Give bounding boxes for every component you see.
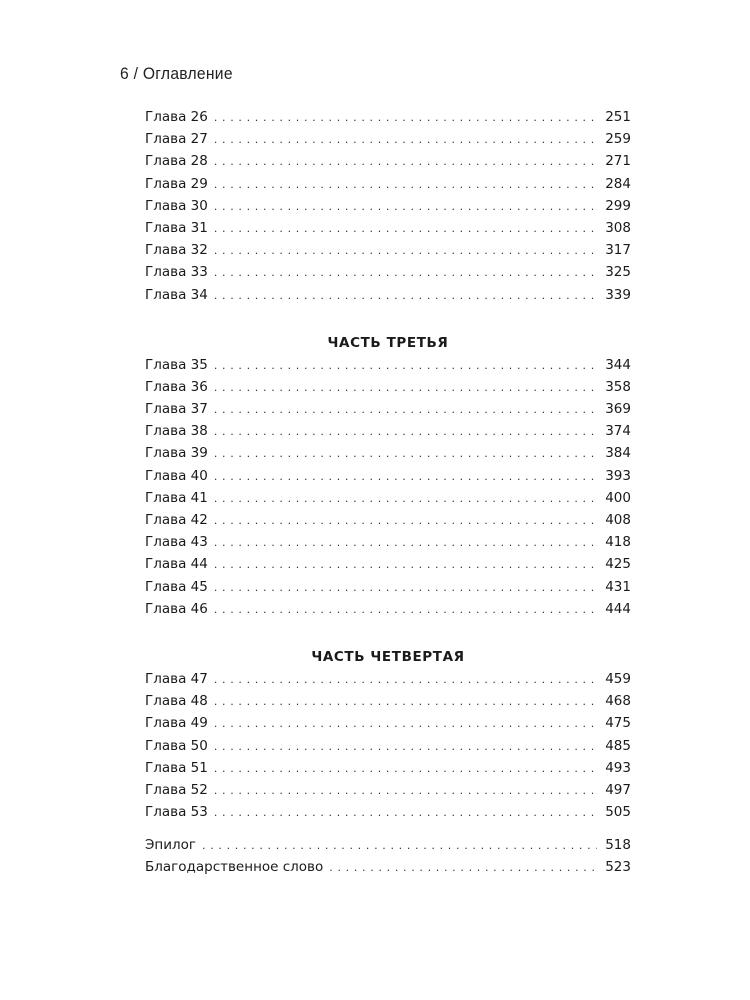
toc-entry-page: 493 — [605, 759, 631, 776]
toc-entry-title: Глава 39 — [145, 445, 208, 462]
running-head: 6 / Оглавление — [120, 64, 233, 83]
toc-entry[interactable] — [145, 150, 631, 172]
toc-entry-page: 308 — [605, 219, 631, 236]
toc-entry[interactable] — [145, 834, 631, 856]
toc-entry-title: Глава 31 — [145, 219, 208, 236]
toc-entry[interactable] — [145, 598, 631, 620]
toc-entry-title: Глава 29 — [145, 175, 208, 192]
dot-leader — [214, 510, 597, 532]
dot-leader — [214, 577, 597, 599]
dot-leader — [214, 399, 597, 421]
dot-leader — [214, 758, 597, 780]
toc-entry-page: 251 — [605, 109, 631, 125]
toc-entry-title: Глава 36 — [145, 378, 208, 395]
dot-leader — [214, 240, 597, 262]
dot-leader — [202, 835, 597, 857]
toc-entry[interactable] — [145, 779, 631, 801]
toc-entry-page: 418 — [605, 534, 631, 551]
toc-entry-page: 431 — [605, 578, 631, 595]
toc-entry-page: 317 — [605, 242, 631, 259]
toc-entry-title: Глава 46 — [145, 600, 208, 617]
toc-entry-title: Глава 40 — [145, 467, 208, 484]
toc-entry-page: 271 — [605, 153, 631, 170]
toc-entry-page: 259 — [605, 131, 631, 148]
toc-entry[interactable] — [145, 354, 631, 376]
toc-entry-title: Глава 32 — [145, 242, 208, 259]
toc-entry-page: 400 — [605, 489, 631, 506]
dot-leader — [214, 355, 597, 377]
toc-entry-title: Глава 44 — [145, 556, 208, 573]
toc-entry-page: 384 — [605, 445, 631, 462]
dot-leader — [214, 377, 597, 399]
dot-leader — [214, 421, 597, 443]
toc-entry[interactable] — [145, 239, 631, 261]
dot-leader — [214, 129, 597, 151]
toc-entry-title: Эпилог — [145, 837, 197, 854]
dot-leader — [214, 285, 597, 307]
dot-leader — [214, 488, 597, 510]
toc-entry[interactable] — [145, 801, 631, 823]
toc-entry-title: Глава 45 — [145, 578, 208, 595]
dot-leader — [214, 802, 597, 824]
toc-entry-title: Глава 50 — [145, 737, 208, 754]
dot-leader — [214, 736, 597, 758]
toc-entry-page: 468 — [605, 693, 631, 710]
part-title: ЧАСТЬ ЧЕТВЕРТАЯ — [311, 648, 465, 665]
toc-entry[interactable] — [145, 576, 631, 598]
dot-leader — [214, 691, 597, 713]
toc-entry[interactable] — [145, 712, 631, 734]
toc-part-four — [145, 646, 631, 823]
dot-leader — [214, 107, 597, 129]
toc-back-matter — [145, 834, 631, 878]
dot-leader — [329, 857, 597, 879]
dot-leader — [214, 554, 597, 576]
toc-entry-title: Глава 42 — [145, 512, 208, 528]
toc-entry[interactable] — [145, 284, 631, 306]
toc-entry-title: Глава 43 — [145, 534, 208, 551]
toc-entry[interactable] — [145, 757, 631, 779]
toc-entry-page: 408 — [605, 512, 631, 528]
toc-entry-page: 299 — [605, 197, 631, 214]
toc-group-continued — [145, 106, 631, 306]
section-spacer — [145, 823, 631, 834]
toc-entry[interactable] — [145, 106, 631, 128]
toc-entry-title: Глава 47 — [145, 670, 208, 687]
toc-entry-title: Глава 49 — [145, 715, 208, 732]
toc-entry-title: Глава 28 — [145, 153, 208, 170]
toc-entry[interactable] — [145, 531, 631, 553]
toc-entry-title: Глава 34 — [145, 286, 208, 303]
toc-entry[interactable] — [145, 735, 631, 757]
toc-entry-title: Глава 35 — [145, 356, 208, 373]
toc-entry-page: 425 — [605, 556, 631, 573]
toc-entry-title: Благодарственное слово — [145, 859, 324, 876]
toc-entry-page: 444 — [605, 600, 631, 617]
toc-entry[interactable] — [145, 195, 631, 217]
toc-entry-title: Глава 53 — [145, 804, 208, 821]
dot-leader — [214, 262, 597, 284]
toc-entry-page: 459 — [605, 670, 631, 687]
dot-leader — [214, 443, 597, 465]
dot-leader — [214, 599, 597, 621]
toc-entry-title: Глава 41 — [145, 489, 208, 506]
section-spacer — [145, 306, 631, 332]
toc-entry-title: Глава 52 — [145, 781, 208, 798]
toc-entry-page: 344 — [605, 356, 631, 373]
toc-entry-title: Глава 30 — [145, 197, 208, 214]
section-spacer — [145, 620, 631, 646]
toc-entry[interactable] — [145, 261, 631, 283]
toc-entry-page: 339 — [605, 286, 631, 303]
toc-entry[interactable] — [145, 856, 631, 878]
toc-entry[interactable] — [145, 465, 631, 487]
toc-entry-page: 475 — [605, 715, 631, 732]
dot-leader — [214, 466, 597, 488]
toc-entry-page: 284 — [605, 175, 631, 192]
toc-entry-page: 374 — [605, 423, 631, 440]
dot-leader — [214, 151, 597, 173]
toc-entry-page: 325 — [605, 264, 631, 281]
toc-entry[interactable] — [145, 398, 631, 420]
toc-entry-title: Глава 33 — [145, 264, 208, 281]
toc-entry[interactable] — [145, 420, 631, 442]
dot-leader — [214, 532, 597, 554]
toc-entry[interactable] — [145, 553, 631, 575]
toc-entry[interactable] — [145, 442, 631, 464]
toc-entry-page: 518 — [605, 837, 631, 854]
dot-leader — [214, 669, 597, 691]
toc-entry-title: Глава 27 — [145, 131, 208, 148]
toc-entry-title: Глава 26 — [145, 109, 208, 125]
toc-entry-title: Глава 37 — [145, 401, 208, 418]
table-of-contents — [145, 106, 631, 879]
toc-entry[interactable] — [145, 376, 631, 398]
toc-entry-title: Глава 51 — [145, 759, 208, 776]
toc-entry[interactable] — [145, 668, 631, 690]
toc-entry-page: 358 — [605, 378, 631, 395]
part-title: ЧАСТЬ ТРЕТЬЯ — [327, 334, 449, 351]
toc-entry-page: 393 — [605, 467, 631, 484]
toc-entry[interactable] — [145, 690, 631, 712]
toc-entry-page: 505 — [605, 804, 631, 821]
toc-entry-title: Глава 38 — [145, 423, 208, 440]
toc-entry-page: 497 — [605, 781, 631, 798]
toc-entry[interactable] — [145, 487, 631, 509]
toc-entry[interactable] — [145, 217, 631, 239]
toc-entry-title: Глава 48 — [145, 693, 208, 710]
dot-leader — [214, 196, 597, 218]
toc-entry-page: 523 — [605, 859, 631, 876]
dot-leader — [214, 174, 597, 196]
dot-leader — [214, 780, 597, 802]
toc-entry[interactable] — [145, 128, 631, 150]
toc-entry[interactable] — [145, 173, 631, 195]
toc-entry[interactable] — [145, 509, 631, 531]
toc-entry-page: 369 — [605, 401, 631, 418]
toc-part-three — [145, 332, 631, 620]
dot-leader — [214, 218, 597, 240]
dot-leader — [214, 713, 597, 735]
toc-entry-page: 485 — [605, 737, 631, 754]
